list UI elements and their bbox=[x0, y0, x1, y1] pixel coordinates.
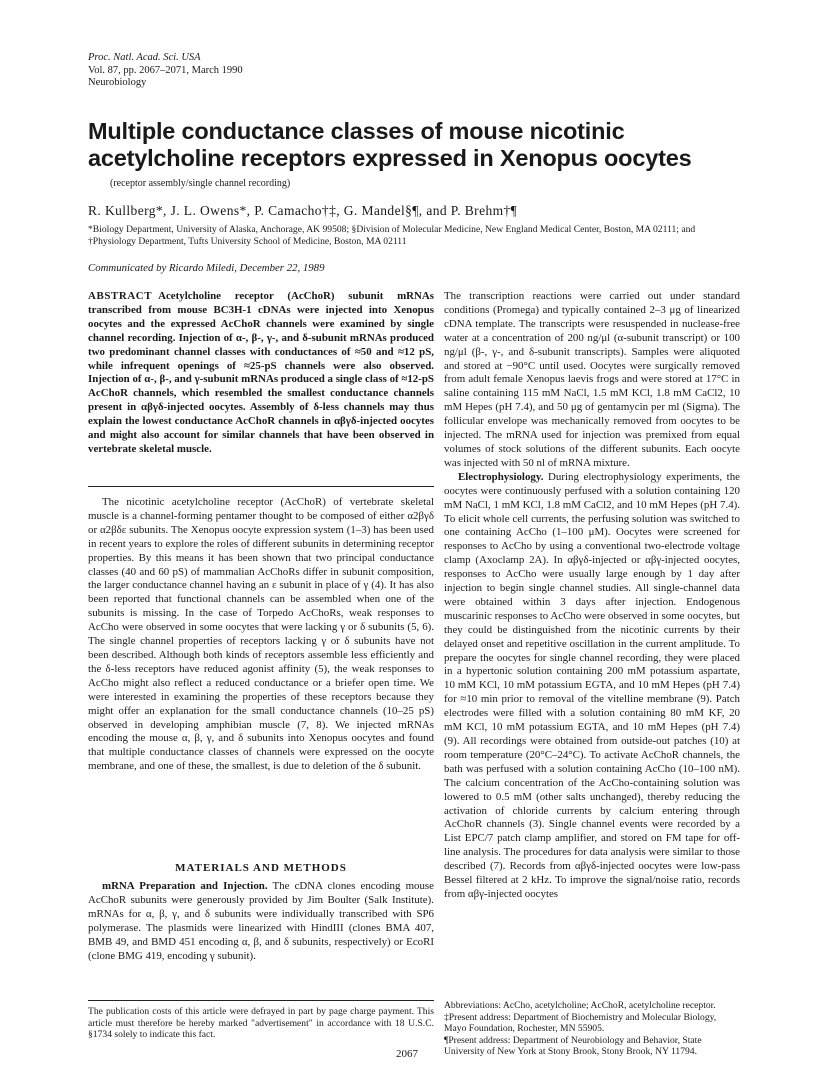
keywords: (receptor assembly/single channel recording) bbox=[110, 178, 291, 189]
electrophysiology-text: During electrophysiology experiments, the oocytes were continuously perfused with a solution containing 120 mM NaCl, 1 mM KCl, 1.8 mM CaCl2, and 10 mM Hepes (pH 7.4). To elicit whole cell currents, the perfusing solution was switched to one containing AcCho (1–100 μM). Oocytes were screened for responses to AcCho by using a conventional two-electrode voltage clamp (Axoclamp 2A). In αβγδ-injected or αβγ-injected oocytes, responses to AcCho were usually large enough by 1 day after injection to begin single channel studies. All single-channel data were obtained within 3 days after injection. Endogenous muscarinic responses to AcCho were observed in some oocytes, but they could be distinguished from the nicotinic currents by their delayed onset and repetitive oscillation in the current amplitude. To prepare the oocytes for single channel recording, they were placed in a hypertonic solution containing 200 mM potassium aspartate, 10 mM KCl, 10 mM potassium EGTA, and 10 mM Hepes (pH 7.4) for ≈10 min prior to removal of the vitelline membrane (9). Patch electrodes were filled with a solution containing 80 mM KF, 20 mM KCl, 10 mM potassium EGTA, and 10 mM Hepes (pH 7.4) (9). All recordings were obtained from outside-out patches (10) at room temperature (20°C–24°C). To activate AcChoR channels, the bath was perfused with a solution containing AcCho (10–100 nM). The calcium concentration of the AcCho-containing solution was lowered to 0.5 mM (other salts unchanged), thereby reducing the activation of chloride currents by calcium entering through AcChoR channels (3). Single channel events were recorded by a List EPC/7 patch clamp amplifier, and stored on FM tape for off-line analysis. The procedures for data analysis were similar to those described (7). Records from αβγδ-injected oocytes were low-pass Bessel filtered at 2 kHz. To improve the signal/noise ratio, records from αβγ-injected oocytes bbox=[444, 470, 740, 900]
introduction bbox=[88, 496, 434, 774]
page-number: 2067 bbox=[396, 1048, 418, 1060]
mrna-heading: mRNA Preparation and Injection. bbox=[102, 880, 268, 892]
abstract bbox=[88, 290, 434, 457]
authors: R. Kullberg*, J. L. Owens*, P. Camacho†‡, G. Mandel§¶, and P. Brehm†¶ bbox=[88, 203, 518, 218]
abbreviations-footnote: Abbreviations: AcCho, acetylcholine; AcChoR, acetylcholine receptor. bbox=[444, 1000, 716, 1011]
abstract-divider bbox=[88, 486, 434, 487]
abstract-text: Acetylcholine receptor (AcChoR) subunit mRNAs transcribed from mouse BC3H-1 cDNAs were injected into Xenopus oocytes and the expressed AcChoR channels were examined by single channel recording. Injection of α-, β-, γ-, and δ-subunit mRNAs produced two predominant channel classes with conductances of ≈50 and ≈12 pS, while infrequent openings of ≈25-pS channels were also observed. Injection of α-, β-, and γ-subunit mRNAs produced a single class of ≈12-pS AcChoR channels, which resembled the smallest conductance channels present in αβγδ-injected oocytes. Assembly of δ-less channels may thus explain the lowest conductance AcChoR channels in αβγδ-injected oocytes and might also account for similar channels that have been observed in vertebrate skeletal muscle. bbox=[88, 290, 434, 455]
address-footnote-1: ‡Present address: Department of Biochemistry and Molecular Biology, Mayo Foundation, Rochester, MN 55905. bbox=[444, 1011, 717, 1034]
paper-title: Multiple conductance classes of mouse nicotinic acetylcholine receptors expressed in Xenopus oocytes bbox=[88, 118, 692, 171]
journal-header bbox=[88, 52, 243, 90]
footnote-divider-left bbox=[88, 1000, 434, 1001]
electrophysiology-heading: Electrophysiology. bbox=[458, 470, 544, 483]
publication-cost-footnote: The publication costs of this article were defrayed in part by page charge payment. This article must therefore be hereby marked "advertisement" in accordance with 18 U.S.C. §1734 solely to indicate this fact. bbox=[88, 1006, 434, 1040]
affiliations: *Biology Department, University of Alaska, Anchorage, AK 99508; §Division of Molecular Medicine, New England Medical Center, Boston, MA 02111; and †Physiology Department, Tufts University School of Medicine, Boston, MA 02111 bbox=[88, 224, 696, 247]
intro-paragraph: The nicotinic acetylcholine receptor (AcChoR) of vertebrate skeletal muscle is a channel-forming pentamer thought to be composed of either α2βγδ or α2βδε subunits. The Xenopus oocyte expression system (1–3) has been used in recent years to explore the roles of different subunits in determining receptor properties. By this means it has been shown that two principal conductance classes (40 and 60 pS) of mammalian AcChoRs differ in subunit composition, the larger conductance channel having an ε subunit in place of γ (4). It has also been reported that functional channels can be assembled when one of the subunits is missing. In the case of Torpedo AcChoRs, weak responses to AcCho were observed in some oocytes that were lacking γ or δ subunits (5, 6). The single channel properties of receptors lacking γ or δ subunits have not been described. Although both kinds of receptors assemble less efficiently and the δ-less receptors have reduced agonist affinity (5), the weak responses to AcCho might also reflect a reduced conductance or a briefer open time. We were interested in examining the properties of these receptors because they might offer an explanation for the small conductance channels (10–25 pS) observed in developing amphibian muscle (7, 8). We injected mRNAs encoding the mouse α, β, γ, and δ subunits into Xenopus oocytes and found that multiple conductance classes of channels were expressed on the oocyte membrane, and one of these, the smallest, is due to deletion of the δ subunit. bbox=[88, 496, 434, 773]
journal-volume: Vol. 87, pp. 2067–2071, March 1990 bbox=[88, 64, 243, 76]
mrna-section bbox=[88, 880, 434, 963]
mrna-text: The cDNA clones encoding mouse AcChoR subunits were generously provided by Jim Boulter (Salk Institute). mRNAs for α, β, γ, and δ subunits were individually transcribed with SP6 polymerase. The plasmids were linearized with HindIII (clones BMA 407, BMB 49, and BMD 451 encoding α, β, and δ subunits, respectively) or EcoRI (clone BMG 419, encoding γ subunit). bbox=[88, 880, 434, 962]
address-footnote-2: ¶Present address: Department of Neurobiology and Behavior, State University of New York at Stony Brook, Stony Brook, NY 11794. bbox=[444, 1034, 702, 1057]
abstract-label: ABSTRACT bbox=[88, 290, 153, 302]
transcription-paragraph: The transcription reactions were carried out under standard conditions (Promega) and typically contained 2–3 μg of linearized cDNA template. The transcripts were resuspended in nuclease-free water at a concentration of 200 ng/μl (α-subunit transcript) or 100 ng/μl (β-, γ-, and δ-subunit transcripts). Samples were aliquoted and stored at −90°C until used. Oocytes were surgically removed from adult female Xenopus laevis frogs and were stored at 17°C in saline containing 115 mM NaCl, 1.5 mM KCl, 1.8 mM CaCl2, 10 mM Hepes (pH 7.4), and 50 μg of gentamycin per ml (Sigma). The follicular envelope was mechanically removed from oocytes to be injected. The mRNA used for injection was premixed from equal volumes of stock solutions of the different subunits. Each oocyte was injected with 50 nl of mRNA mixture. bbox=[444, 290, 740, 469]
footnotes-right bbox=[444, 1000, 740, 1058]
journal-name: Proc. Natl. Acad. Sci. USA bbox=[88, 52, 201, 63]
communicated-by: Communicated by Ricardo Miledi, December 22, 1989 bbox=[88, 262, 325, 274]
right-column bbox=[444, 290, 740, 902]
journal-section: Neurobiology bbox=[88, 77, 147, 88]
section-heading-methods: MATERIALS AND METHODS bbox=[175, 862, 347, 874]
